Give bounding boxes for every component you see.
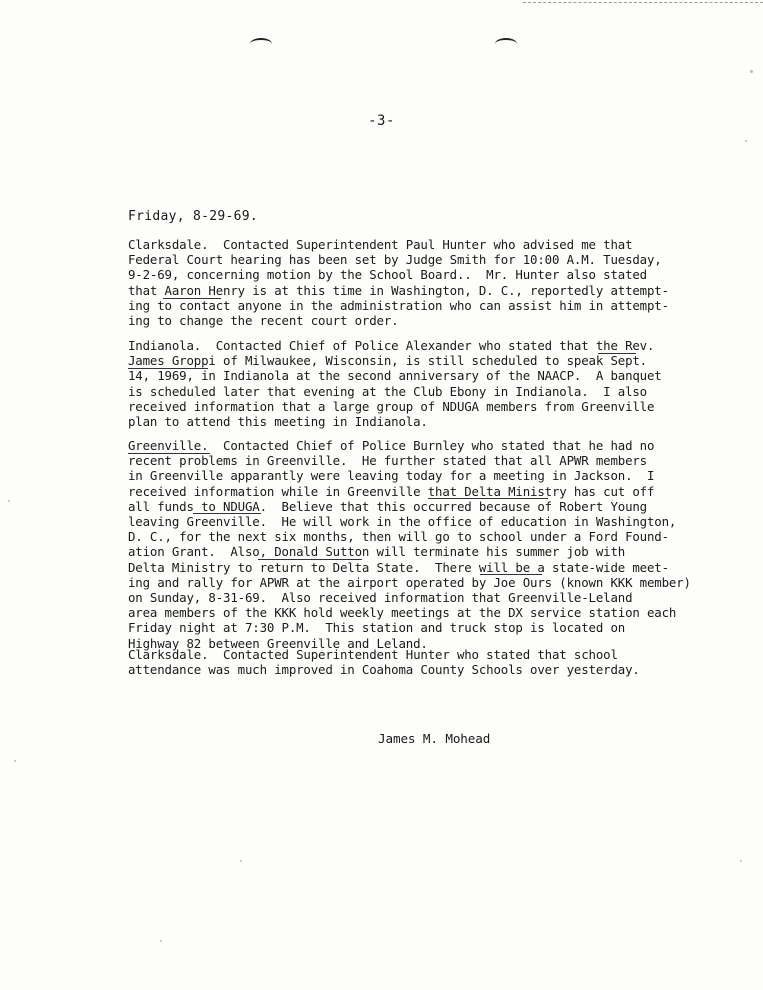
text-line: Indianola. Contacted Chief of Police Alexander who stated that the Rev.: [128, 338, 655, 353]
text-line: Greenville. Contacted Chief of Police Burnley who stated that he had no: [128, 438, 655, 453]
handwritten-underline: [258, 559, 362, 560]
text-line: that Aaron Henry is at this time in Washington, D. C., reportedly attempt-: [128, 282, 669, 298]
text-line: plan to attend this meeting in Indianola.: [128, 414, 428, 430]
text-line: Federal Court hearing has been set by Judge Smith for 10:00 A.M. Tuesday,: [128, 252, 662, 268]
scan-speckle: [8, 500, 10, 502]
text-line: D. C., for the next six months, then will go to school under a Ford Found-: [128, 529, 669, 545]
text-line: recent problems in Greenville. He further stated that all APWR members: [128, 453, 647, 469]
scan-speckle: [160, 940, 162, 942]
handwritten-underline: [128, 453, 210, 454]
paragraph-clarksdale-1: [128, 237, 669, 329]
scan-speckle: [240, 860, 242, 862]
handwritten-underline: [163, 298, 221, 299]
text-line: ation Grant. Also, Donald Sutton will terminate his summer job with: [128, 544, 626, 560]
punch-mark-right: [495, 38, 517, 50]
punch-mark-left: [250, 38, 272, 50]
handwritten-underline: [128, 368, 208, 369]
paragraph-clarksdale-2: [128, 647, 658, 677]
text-line: ing to contact anyone in the administration who can assist him in attempt-: [128, 297, 669, 313]
text-line: in Greenville apparantly were leaving today for a meeting in Jackson. I: [128, 468, 655, 484]
scan-speckle: [750, 70, 753, 73]
handwritten-underline: [428, 498, 548, 499]
text-line: Clarksdale. Contacted Superintendent Paul Hunter who advised me that: [128, 237, 633, 252]
text-line: attendance was much improved in Coahoma County Schools over yesterday.: [128, 662, 640, 678]
text-line: Clarksdale. Contacted Superintendent Hunter who stated that school: [128, 647, 618, 662]
text-line: 9-2-69, concerning motion by the School Board.. Mr. Hunter also stated: [128, 267, 647, 283]
scan-edge-mark: [523, 2, 763, 3]
handwritten-underline: [193, 513, 261, 514]
date-line: Friday, 8-29-69.: [128, 209, 259, 224]
text-line: on Sunday, 8-31-69. Also received information that Greenville-Leland: [128, 590, 633, 606]
text-line: all funds to NDUGA. Believe that this occurred because of Robert Young: [128, 498, 647, 514]
text-line: Highway 82 between Greenville and Leland.: [128, 635, 428, 651]
text-line: is scheduled later that evening at the Club Ebony in Indianola. I also: [128, 383, 647, 399]
handwritten-underline: [480, 574, 542, 575]
page-number: -3-: [368, 113, 395, 129]
text-line: area members of the KKK hold weekly meetings at the DX service station each: [128, 605, 677, 621]
handwritten-underline: [598, 353, 636, 354]
scan-speckle: [745, 140, 747, 142]
text-line: Friday night at 7:30 P.M. This station and truck stop is located on: [128, 620, 626, 636]
text-line: ing and rally for APWR at the airport operated by Joe Ours (known KKK member): [128, 574, 691, 590]
scan-speckle: [14, 760, 16, 762]
text-line: Delta Ministry to return to Delta State. There will be a state-wide meet-: [128, 559, 669, 575]
paragraph-greenville: [128, 438, 691, 651]
text-line: received information that a large group of NDUGA members from Greenville: [128, 398, 655, 414]
text-line: leaving Greenville. He will work in the office of education in Washington,: [128, 514, 677, 530]
text-line: received information while in Greenville that Delta Ministry has cut off: [128, 483, 655, 499]
scan-speckle: [740, 860, 742, 862]
text-line: James Groppi of Milwaukee, Wisconsin, is still scheduled to speak Sept.: [128, 353, 647, 369]
signature-line: James M. Mohead: [378, 731, 491, 746]
text-line: ing to change the recent court order.: [128, 313, 399, 329]
text-line: 14, 1969, in Indianola at the second anniversary of the NAACP. A banquet: [128, 368, 662, 384]
paragraph-indianola: [128, 338, 662, 430]
